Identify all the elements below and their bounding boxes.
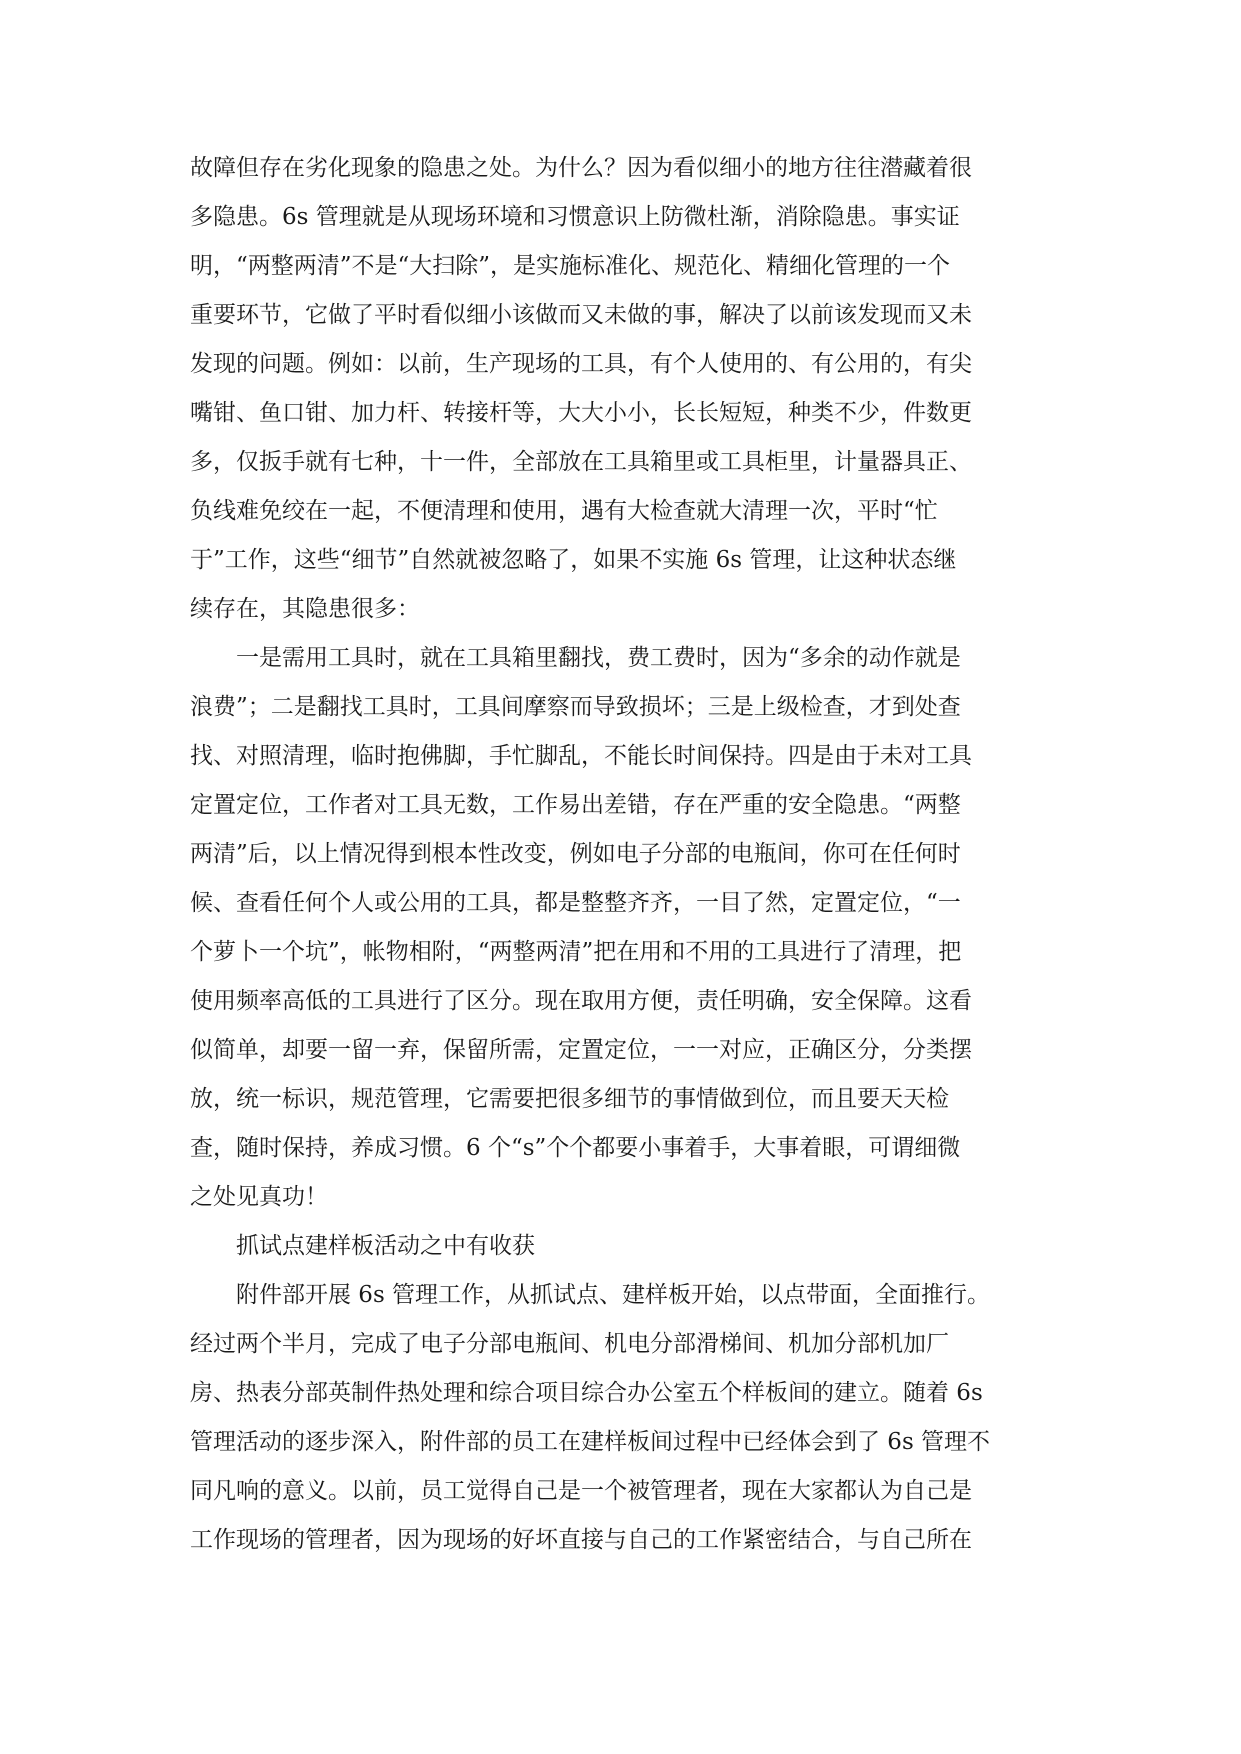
paragraph-first-line: 一是需用工具时，就在工具箱里翻找，费工费时，因为“多余的动作就是 bbox=[236, 645, 961, 671]
text-line: 嘴钳、鱼口钳、加力杆、转接杆等，大大小小，长长短短，种类不少，件数更 bbox=[190, 400, 972, 426]
text-line: 经过两个半月，完成了电子分部电瓶间、机电分部滑梯间、机加分部机加厂 bbox=[190, 1331, 949, 1357]
text-line: 找、对照清理，临时抱佛脚，手忙脚乱，不能长时间保持。四是由于未对工具 bbox=[190, 743, 972, 769]
text-line: 放，统一标识，规范管理，它需要把很多细节的事情做到位，而且要天天检 bbox=[190, 1086, 949, 1112]
text-line: 同凡响的意义。以前，员工觉得自己是一个被管理者，现在大家都认为自己是 bbox=[190, 1478, 972, 1504]
text-line: 故障但存在劣化现象的隐患之处。为什么？因为看似细小的地方往往潜藏着很 bbox=[190, 155, 972, 181]
text-line: 定置定位，工作者对工具无数，工作易出差错，存在严重的安全隐患。“两整 bbox=[190, 792, 961, 818]
text-line: 明，“两整两清”不是“大扫除”，是实施标准化、规范化、精细化管理的一个 bbox=[190, 253, 951, 279]
text-line: 于”工作，这些“细节”自然就被忽略了，如果不实施 6s 管理，让这种状态继 bbox=[190, 547, 957, 573]
text-line: 似简单，却要一留一弃，保留所需，定置定位，一一对应，正确区分，分类摆 bbox=[190, 1037, 972, 1063]
text-line: 工作现场的管理者，因为现场的好坏直接与自己的工作紧密结合，与自己所在 bbox=[190, 1527, 972, 1553]
text-line: 负线难免绞在一起，不便清理和使用，遇有大检查就大清理一次，平时“忙 bbox=[190, 498, 938, 524]
text-line: 重要环节，它做了平时看似细小该做而又未做的事，解决了以前该发现而又未 bbox=[190, 302, 972, 328]
text-line: 管理活动的逐步深入，附件部的员工在建样板间过程中已经体会到了 6s 管理不 bbox=[190, 1429, 991, 1455]
text-line: 发现的问题。例如：以前，生产现场的工具，有个人使用的、有公用的，有尖 bbox=[190, 351, 972, 377]
text-line: 两清”后，以上情况得到根本性改变，例如电子分部的电瓶间，你可在任何时 bbox=[190, 841, 961, 867]
text-line: 多隐患。6s 管理就是从现场环境和习惯意识上防微杜渐，消除隐患。事实证 bbox=[190, 204, 960, 230]
paragraph-first-line: 附件部开展 6s 管理工作，从抓试点、建样板开始，以点带面，全面推行。 bbox=[236, 1282, 991, 1308]
text-line: 多，仅扳手就有七种，十一件，全部放在工具箱里或工具柜里，计量器具正、 bbox=[190, 449, 972, 475]
text-line: 个萝卜一个坑”，帐物相附，“两整两清”把在用和不用的工具进行了清理，把 bbox=[190, 939, 962, 965]
text-line: 续存在，其隐患很多： bbox=[190, 596, 420, 622]
text-line: 之处见真功！ bbox=[190, 1184, 328, 1210]
text-line: 查，随时保持，养成习惯。6 个“s”个个都要小事着手，大事着眼，可谓细微 bbox=[190, 1135, 961, 1161]
text-line: 浪费”；二是翻找工具时，工具间摩察而导致损坏；三是上级检查，才到处查 bbox=[190, 694, 961, 720]
text-line: 使用频率高低的工具进行了区分。现在取用方便，责任明确，安全保障。这看 bbox=[190, 988, 972, 1014]
text-line: 候、查看任何个人或公用的工具，都是整整齐齐，一目了然，定置定位，“一 bbox=[190, 890, 961, 916]
section-heading: 抓试点建样板活动之中有收获 bbox=[236, 1233, 535, 1259]
body-text bbox=[190, 144, 1070, 1565]
text-line: 房、热表分部英制件热处理和综合项目综合办公室五个样板间的建立。随着 6s bbox=[190, 1380, 983, 1406]
